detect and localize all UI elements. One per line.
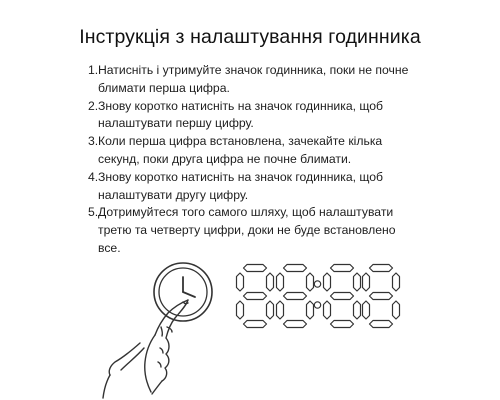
step-number: 4. bbox=[88, 169, 99, 184]
display-segment bbox=[237, 301, 244, 319]
display-colon-dot bbox=[314, 281, 320, 287]
instruction-steps bbox=[88, 62, 418, 258]
display-segment bbox=[267, 301, 274, 319]
display-segment bbox=[284, 321, 307, 328]
step-number: 1. bbox=[88, 63, 99, 77]
display-segment bbox=[244, 265, 267, 272]
display-segment bbox=[393, 301, 400, 319]
instruction-step bbox=[88, 133, 418, 169]
display-segment bbox=[370, 321, 393, 328]
display-segment bbox=[307, 301, 314, 319]
step-text: Натисніть і утримуйте значок годинника, поки не почне блимати перша цифра. bbox=[98, 63, 409, 95]
display-segment bbox=[354, 301, 361, 319]
display-segment bbox=[284, 293, 307, 300]
display-segment bbox=[237, 273, 244, 291]
step-text: Знову коротко натисніть на значок годинника, щоб налаштувати першу цифру. bbox=[98, 98, 384, 131]
display-segment bbox=[331, 321, 354, 328]
display-segment bbox=[267, 273, 274, 291]
display-segment bbox=[331, 265, 354, 272]
display-segment bbox=[244, 293, 267, 300]
display-segment bbox=[363, 273, 370, 291]
display-segment bbox=[277, 301, 284, 319]
clock-icon bbox=[154, 263, 212, 321]
display-segment bbox=[370, 293, 393, 300]
instruction-step bbox=[88, 62, 418, 98]
display-segment bbox=[324, 273, 331, 291]
step-text: Знову коротко натисніть на значок годинника, щоб налаштувати другу цифру. bbox=[98, 169, 384, 202]
display-segment bbox=[277, 273, 284, 291]
display-segment bbox=[354, 273, 361, 291]
page-title: Інструкція з налаштування годинника bbox=[79, 26, 421, 48]
display-segment bbox=[370, 265, 393, 272]
display-segment bbox=[363, 301, 370, 319]
step-number: 3. bbox=[88, 134, 99, 149]
display-segment bbox=[331, 293, 354, 300]
step-number: 2. bbox=[88, 98, 99, 113]
step-number: 5. bbox=[88, 205, 99, 220]
instruction-step bbox=[88, 98, 418, 134]
clock-setting-illustration bbox=[0, 250, 500, 400]
instruction-step bbox=[88, 169, 418, 205]
display-segment bbox=[324, 301, 331, 319]
display-segment bbox=[307, 273, 314, 291]
step-text: Коли перша цифра встановлена, зачекайте кілька секунд, поки друга цифра не почне блимати. bbox=[98, 134, 383, 166]
step-text: Дотримуйтеся того самого шляху, щоб налаштувати третю та четверту цифри, доки не буде встановлено все. bbox=[98, 205, 396, 255]
segment-display-8888 bbox=[237, 265, 400, 328]
display-segment bbox=[393, 273, 400, 291]
display-colon-dot bbox=[314, 302, 320, 308]
display-segment bbox=[284, 265, 307, 272]
display-segment bbox=[244, 321, 267, 328]
